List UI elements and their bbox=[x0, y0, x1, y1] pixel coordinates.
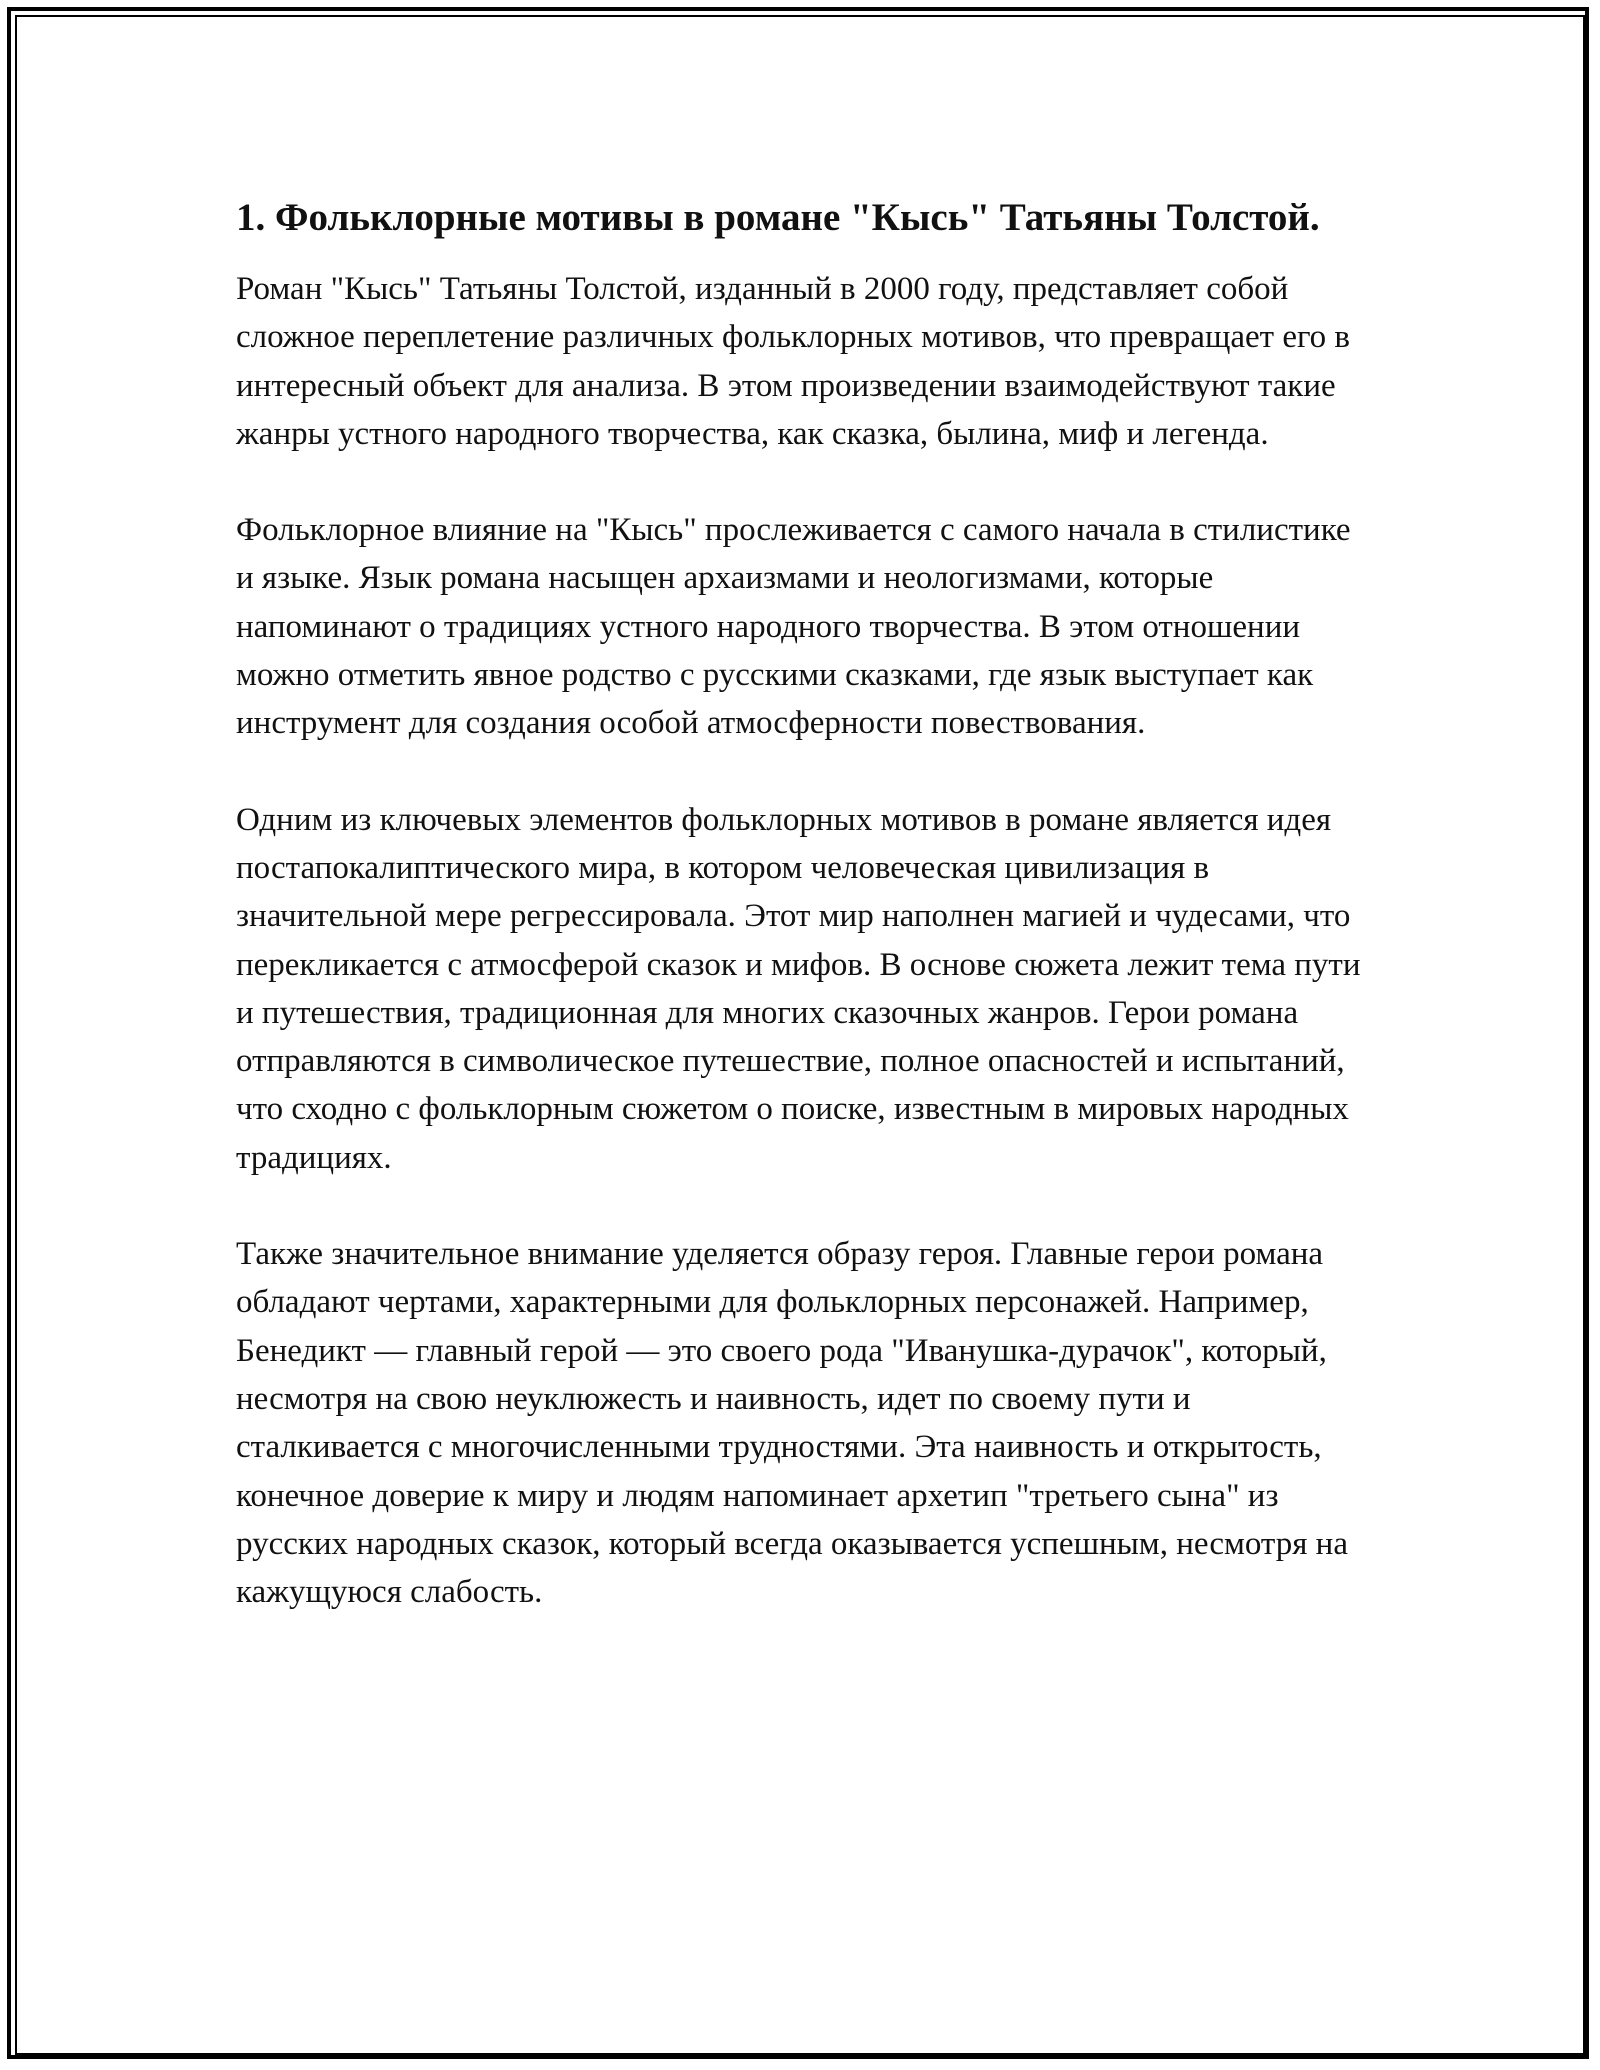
paragraph-3: Одним из ключевых элементов фольклорных мотивов в романе является идея постапокалиптического мира, в котором человеческая цивилизация в значительной мере регрессировала. Этот мир наполнен магией и чудесами, что перекликается с атмосферой сказок и мифов. В основе сюжета лежит тема пути и путешествия, традиционная для многих сказочных жанров. Герои романа отправляются в символическое путешествие, полное опасностей и испытаний, что сходно с фольклорным сюжетом о поиске, известным в мировых народных традициях. bbox=[236, 801, 1361, 1176]
paragraph-2: Фольклорное влияние на "Кысь" прослеживается с самого начала в стилистике и языке. Язык романа насыщен архаизмами и неологизмами, которые напоминают о традициях устного народного творчества. В этом отношении можно отметить явное родство с русскими сказками, где язык выступает как инструмент для создания особой атмосферности повествования. bbox=[236, 512, 1351, 742]
paragraph-4: Также значительное внимание уделяется образу героя. Главные герои романа обладают чертами, характерными для фольклорных персонажей. Например, Бенедикт — главный герой — это своего рода "Иванушка-дурачок", который, несмотря на свою неуклюжесть и наивность, идет по своему пути и сталкивается с многочисленными трудностями. Эта наивность и открытость, конечное доверие к миру и людям напоминает архетип "третьего сына" из русских народных сказок, который всегда оказывается успешным, несмотря на кажущуюся слабость. bbox=[236, 1236, 1348, 1611]
section-title: 1. Фольклорные мотивы в романе "Кысь" Татьяны Толстой. bbox=[236, 196, 1320, 239]
document-body bbox=[236, 190, 1376, 1664]
paragraph-1: Роман "Кысь" Татьяны Толстой, изданный в 2000 году, представляет собой сложное переплетение различных фольклорных мотивов, что превращает его в интересный объект для анализа. В этом произведении взаимодействуют такие жанры устного народного творчества, как сказка, былина, миф и легенда. bbox=[236, 271, 1351, 452]
